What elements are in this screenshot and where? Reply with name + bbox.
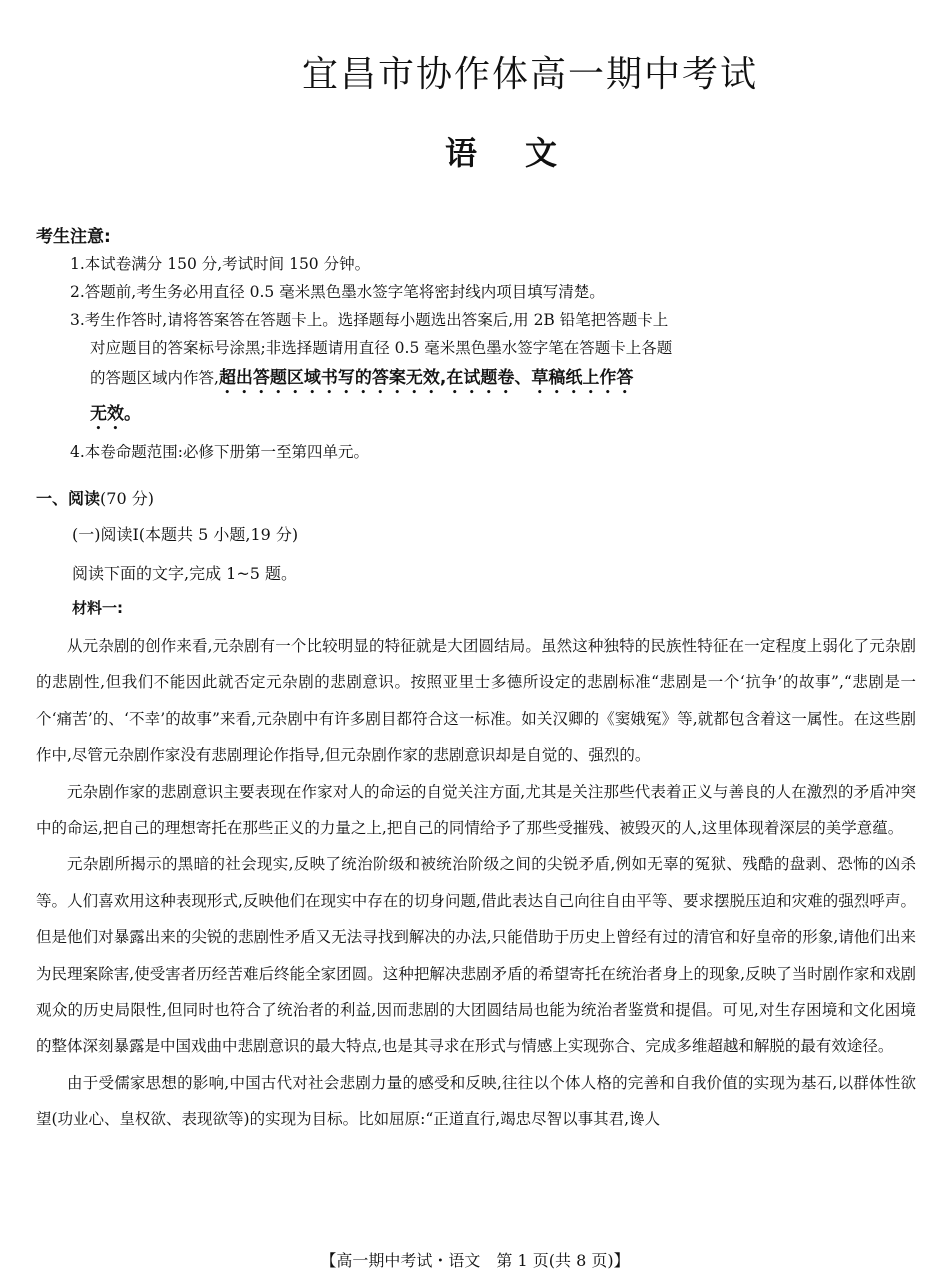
passage-paragraph: 由于受儒家思想的影响,中国古代对社会悲剧力量的感受和反映,往往以个体人格的完善和自我价值的实现为基石,以群体性欲望(功业心、皇权欲、表现欲等)的实现为目标。比如屈原:“正道直行,竭忠尽智以事其君,谗人 [36, 1073, 916, 1129]
notice-list [70, 250, 760, 466]
notice-item-1: 1.本试卷满分 150 分,考试时间 150 分钟。 [70, 255, 371, 273]
material-label: 材料一: [72, 599, 123, 617]
notice-item-3c [70, 362, 760, 398]
notice-item-3b: 对应题目的答案标号涂黑;非选择题请用直径 0.5 毫米黑色墨水签字笔在答题卡上各题 [90, 339, 673, 357]
page-footer: 【高一期中考试・语文 第 1 页(共 8 页)】 [320, 1251, 630, 1270]
notice-emphasis-b: 无效。 [90, 404, 141, 424]
passage-paragraph: 元杂剧作家的悲剧意识主要表现在作家对人的命运的自觉关注方面,尤其是关注那些代表着正义与善良的人在激烈的矛盾冲突中的命运,把自己的理想寄托在那些正义的力量之上,把自己的同情给予了那些受摧残、被毁灭的人,这里体现着深层的美学意蕴。 [36, 782, 916, 838]
section-label: 一、阅读 [36, 489, 101, 508]
notice-item-2: 2.答题前,考生务必用直径 0.5 毫米黑色墨水签字笔将密封线内项目填写清楚。 [70, 283, 605, 301]
notice-item-4: 4.本卷命题范围:必修下册第一至第四单元。 [70, 443, 370, 461]
sub-section-title: (一)阅读Ⅰ(本题共 5 小题,19 分) [72, 525, 299, 544]
notice-heading: 考生注意: [36, 227, 111, 247]
section-score: (70 分) [100, 489, 154, 508]
exam-title: 宜昌市协作体高一期中考试 [301, 54, 758, 95]
notice-emphasis-a: 超出答题区域书写的答案无效,在试题卷、草稿纸上作答 [218, 368, 634, 388]
notice-item-3c-text: 的答题区域内作答, [90, 369, 219, 387]
passage-paragraph: 元杂剧所揭示的黑暗的社会现实,反映了统治阶级和被统治阶级之间的尖锐矛盾,例如无辜的冤狱、残酷的盘剥、恐怖的凶杀等。人们喜欢用这种表现形式,反映他们在现实中存在的切身问题,借此表达自己向往自由平等、要求摆脱压迫和灾难的强烈呼声。但是他们对暴露出来的尖锐的悲剧性矛盾又无法寻找到解决的办法,只能借助于历史上曾经有过的清官和好皇帝的形象,请他们出来为民理案除害,使受害者历经苦难后终能全家团圆。这种把解决悲剧矛盾的希望寄托在统治者身上的现象,反映了当时剧作家和戏剧观众的历史局限性,但同时也符合了统治者的利益,因而悲剧的大团圆结局也能为统治者鉴赏和提倡。可见,对生存困境和文化困境的整体深刻暴露是中国戏曲中悲剧意识的最大特点,也是其寻求在形式与情感上实现弥合、完成多维超越和解脱的最有效途径。 [36, 855, 916, 1056]
section-heading [36, 486, 154, 509]
notice-item-3d [70, 398, 760, 434]
passage-paragraph: 从元杂剧的创作来看,元杂剧有一个比较明显的特征就是大团圆结局。虽然这种独特的民族性特征在一定程度上弱化了元杂剧的悲剧性,但我们不能因此就否定元杂剧的悲剧意识。按照亚里士多德所设定的悲剧标准“悲剧是一个‘抗争’的故事”,“悲剧是一个‘痛苦’的、‘不幸’的故事”来看,元杂剧中有许多剧目都符合这一标准。如关汉卿的《窦娥冤》等,就都包含着这一属性。在这些剧作中,尽管元杂剧作家没有悲剧理论作指导,但元杂剧作家的悲剧意识却是自觉的、强烈的。 [36, 637, 916, 765]
passage-body [36, 628, 916, 1138]
notice-item-3a: 3.考生作答时,请将答案答在答题卡上。选择题每小题选出答案后,用 2B 铅笔把答题卡上 [70, 311, 669, 329]
subject-title: 语文 [444, 134, 605, 172]
reading-instruction: 阅读下面的文字,完成 1~5 题。 [72, 564, 298, 583]
